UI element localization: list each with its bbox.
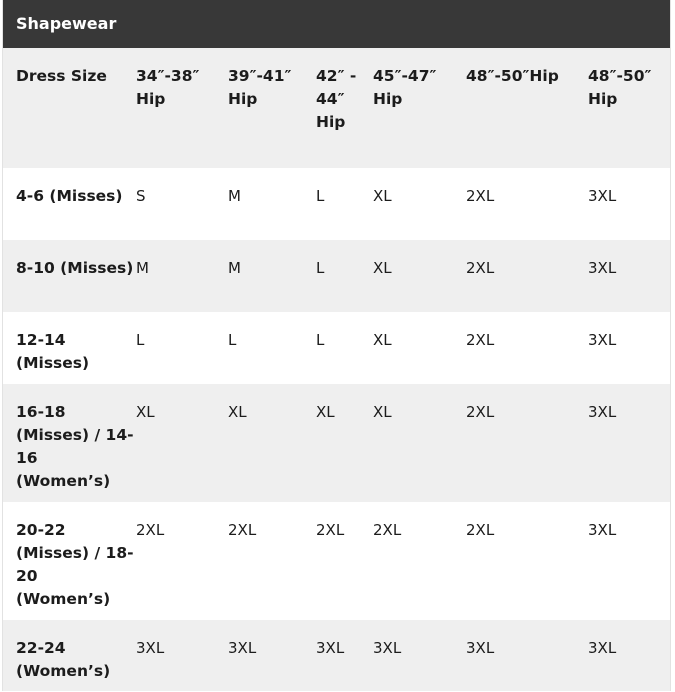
dress-size-cell: 8-10 (Misses) [16, 259, 134, 277]
size-cell: 3XL [588, 639, 617, 657]
size-cell: XL [136, 403, 155, 421]
size-cell: 2XL [136, 521, 165, 539]
dress-size-cell: 20-22 (Misses) / 18-20 (Women’s) [16, 521, 134, 608]
size-cell: 2XL [466, 331, 495, 349]
column-header: 45″-47″ Hip [373, 67, 437, 108]
size-cell: XL [228, 403, 247, 421]
size-cell: 3XL [588, 331, 617, 349]
column-header: Dress Size [16, 67, 107, 85]
dress-size-cell: 12-14 (Misses) [16, 331, 90, 372]
table-row [3, 312, 670, 384]
size-cell: 3XL [588, 403, 617, 421]
size-cell: 2XL [466, 259, 495, 277]
size-cell: 2XL [316, 521, 345, 539]
size-cell: 2XL [466, 521, 495, 539]
size-cell: L [136, 331, 145, 349]
size-cell: 2XL [466, 403, 495, 421]
table-header-row [3, 48, 670, 168]
chart-title: Shapewear [3, 0, 670, 48]
size-cell: XL [373, 331, 392, 349]
table-row [3, 502, 670, 620]
size-cell: 3XL [228, 639, 257, 657]
size-cell: 2XL [466, 187, 495, 205]
size-cell: XL [373, 403, 392, 421]
size-cell: 3XL [588, 521, 617, 539]
size-cell: 2XL [373, 521, 402, 539]
column-header: 48″-50″ Hip [588, 67, 652, 108]
size-cell: L [316, 187, 325, 205]
dress-size-cell: 22-24 (Women’s) [16, 639, 111, 680]
size-cell: M [136, 259, 149, 277]
column-header: 34″-38″ Hip [136, 67, 200, 108]
size-table [3, 48, 670, 691]
size-cell: 3XL [316, 639, 345, 657]
size-cell: L [316, 259, 325, 277]
size-cell: L [228, 331, 237, 349]
size-cell: 2XL [228, 521, 257, 539]
column-header: 48″-50″Hip [466, 67, 559, 85]
size-chart [2, 0, 671, 691]
table-row [3, 168, 670, 240]
size-cell: 3XL [136, 639, 165, 657]
size-cell: L [316, 331, 325, 349]
dress-size-cell: 4-6 (Misses) [16, 187, 123, 205]
table-row [3, 240, 670, 312]
size-cell: XL [373, 187, 392, 205]
size-cell: S [136, 187, 146, 205]
size-cell: 3XL [373, 639, 402, 657]
size-cell: XL [316, 403, 335, 421]
size-cell: 3XL [588, 187, 617, 205]
dress-size-cell: 16-18 (Misses) / 14-16 (Women’s) [16, 403, 134, 490]
column-header: 39″-41″ Hip [228, 67, 292, 108]
table-row [3, 620, 670, 691]
size-cell: M [228, 259, 241, 277]
size-cell: M [228, 187, 241, 205]
size-cell: XL [373, 259, 392, 277]
size-cell: 3XL [588, 259, 617, 277]
table-row [3, 384, 670, 502]
size-cell: 3XL [466, 639, 495, 657]
column-header: 42″ - 44″ Hip [316, 67, 357, 131]
